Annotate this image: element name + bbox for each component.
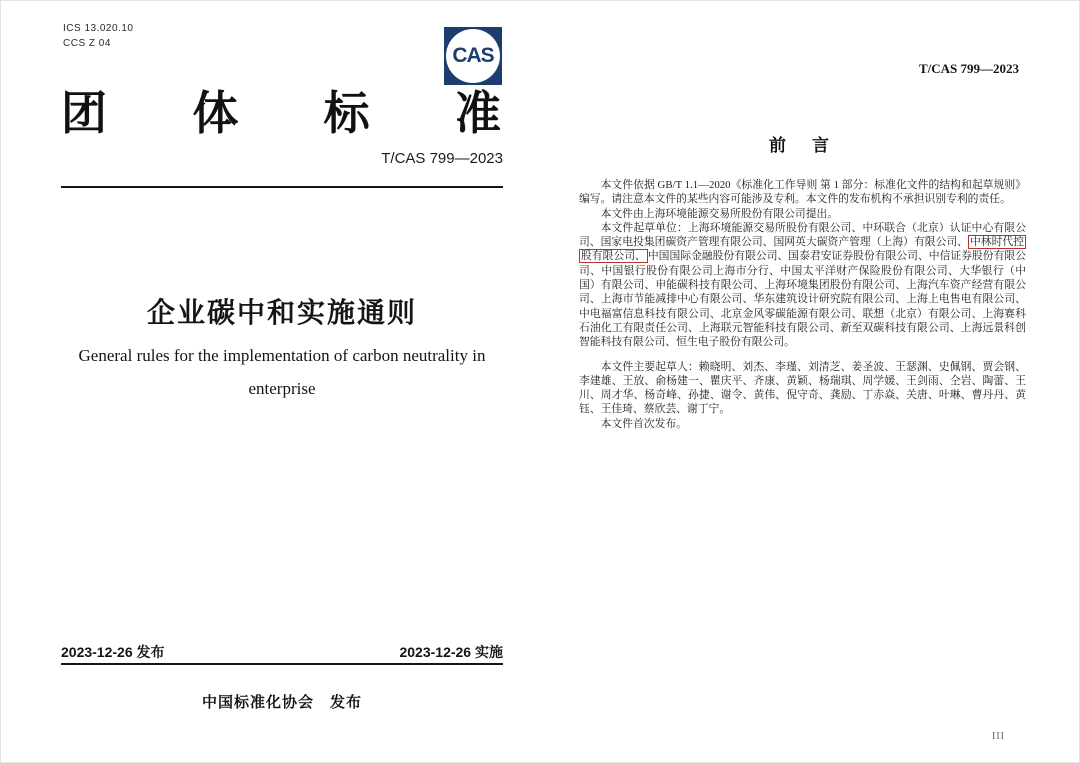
cas-logo-text: CAS xyxy=(452,44,494,67)
foreword-paragraph-first-issue: 本文件首次发布。 xyxy=(600,417,687,430)
doc-type-char: 团 xyxy=(61,87,107,139)
foreword-heading-char: 前 xyxy=(769,136,786,155)
cas-logo-icon xyxy=(444,27,502,85)
cover-dates xyxy=(61,642,503,662)
document-title-en xyxy=(41,339,523,405)
foreword-paragraph-drafting-units xyxy=(579,221,1026,350)
foreword-heading-char: 言 xyxy=(812,136,829,155)
doc-type-char: 体 xyxy=(192,87,239,139)
document-title-cn: 企业碳中和实施通则 xyxy=(146,298,417,329)
foreword-heading xyxy=(579,131,1019,156)
title-en-line2: enterprise xyxy=(248,379,316,398)
cover-divider-top xyxy=(61,186,503,188)
doc-type-char: 准 xyxy=(454,87,501,139)
publisher: 中国标准化协会 发布 xyxy=(201,695,362,711)
title-en-line1: General rules for the implementation of carbon neutrality in xyxy=(78,346,486,365)
foreword-body xyxy=(579,178,1026,431)
cas-logo-circle xyxy=(446,29,500,83)
classification-codes xyxy=(63,21,133,51)
ccs-code: CCS Z 04 xyxy=(63,38,111,49)
implement-date: 2023-12-26 实施 xyxy=(399,644,503,660)
foreword-header-number: T/CAS 799—2023 xyxy=(918,61,1019,76)
doc-type-char: 标 xyxy=(323,87,370,139)
issue-date: 2023-12-26 发布 xyxy=(61,644,165,660)
document-type-title xyxy=(61,87,501,140)
foreword-paragraph-basis: 本文件依据 GB/T 1.1—2020《标准化工作导则 第 1 部分：标准化文件的结构和起草规则》编写。请注意本文件的某些内容可能涉及专利。本文件的发布机构不承担识别专利的责任。 xyxy=(579,179,1026,206)
ics-code: ICS 13.020.10 xyxy=(63,23,134,34)
foreword-paragraph-proposer: 本文件由上海环境能源交易所股份有限公司提出。 xyxy=(600,207,839,220)
standard-number: T/CAS 799—2023 xyxy=(381,150,503,167)
page-number: III xyxy=(992,731,1005,742)
drafting-units-highlight-box: 中林时代控股有限公司、 xyxy=(581,236,1025,263)
foreword-paragraph-drafters: 本文件主要起草人：赖晓明、刘杰、李瑾、刘清芝、姜圣波、王瑟渊、史佩钢、贾会钢、李建雄、王放、俞杨建一、瞿庆平、齐康、黄颖、杨瑞琪、周学媛、王剑雨、仝岩、陶蕾、王川、周才华、杨奇峰、孙捷、谢令、黄伟、倪守奇、龚励、丁赤焱、关唐、叶琳、曹丹丹、黄钰、王佳琦、蔡欣芸、谢丁宁。 xyxy=(579,360,1026,416)
drafting-units-pre: 本文件起草单位：上海环境能源交易所股份有限公司、中环联合（北京）认证中心有限公司、国家电投集团碳资产管理有限公司、国网英大碳资产管理（上海）有限公司、 xyxy=(579,221,1026,249)
cover-divider-bottom xyxy=(61,663,503,665)
drafting-units-post: 中国国际金融股份有限公司、国泰君安证券股份有限公司、中信证券股份有限公司、中国银行股份有限公司上海市分行、中国太平洋财产保险股份有限公司、大华银行（中国）有限公司、申能碳科技有限公司、上海环境集团股份有限公司、上海汽车资产经营有限公司、上海市节能减排中心有限公司、华东建筑设计研究院有限公司、上海上电售电有限公司、中电福富信息科技有限公司、北京金风零碳能源有限公司、联想（北京）有限公司、上海赛科石油化工有限责任公司、上海联元智能科技有限公司、新至双碳科技有限公司、上海远景科创智能科技有限公司、恒生电子股份有限公司。 xyxy=(579,250,1027,349)
